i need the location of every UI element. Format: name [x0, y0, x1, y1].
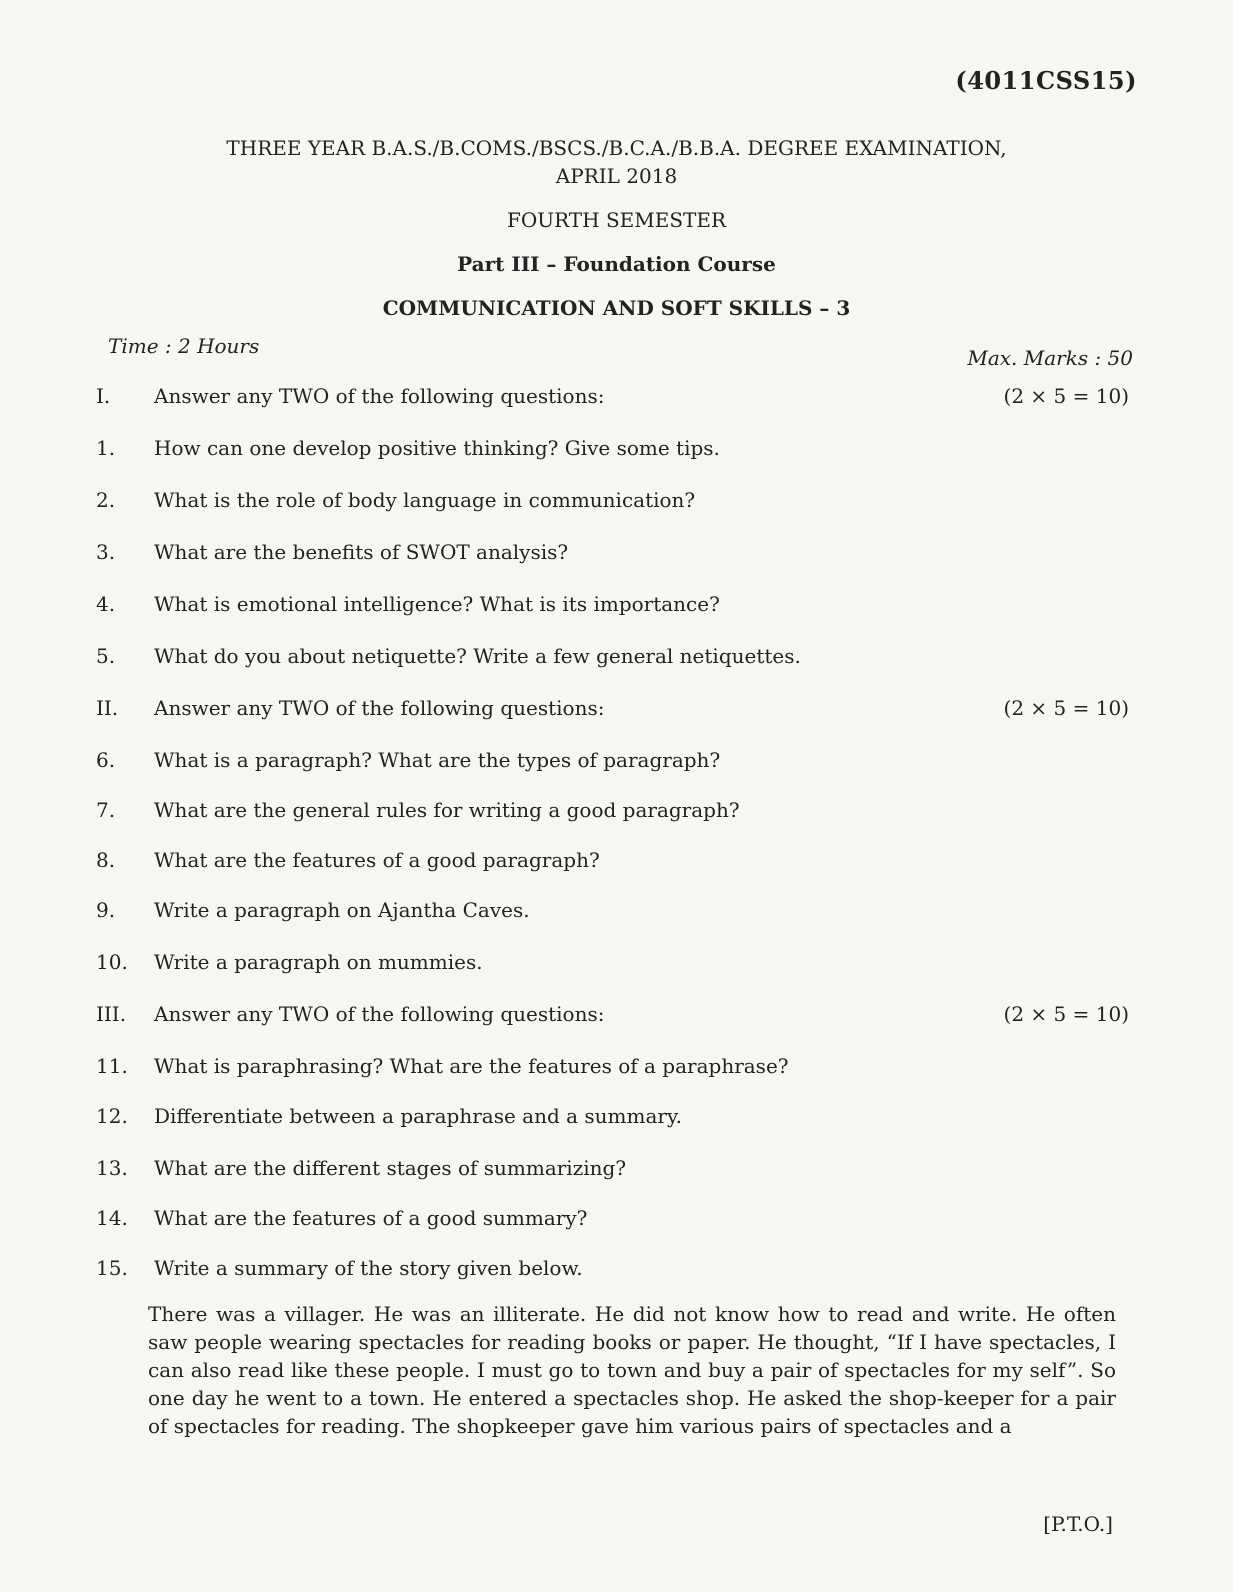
question-number: 13.	[96, 1156, 128, 1180]
max-marks: Max. Marks : 50	[967, 346, 1133, 370]
question-row	[96, 540, 1129, 570]
question-row	[96, 1104, 1129, 1134]
question-row	[96, 1156, 1129, 1186]
question-row	[96, 1206, 1129, 1236]
question-number: 8.	[96, 848, 116, 872]
question-text: What are the general rules for writing a good paragraph?	[154, 798, 740, 822]
question-text: Differentiate between a paraphrase and a summary.	[154, 1104, 682, 1128]
question-text: What are the different stages of summarizing?	[154, 1156, 627, 1180]
exam-date: APRIL 2018	[555, 164, 678, 188]
section-numeral: III.	[96, 1002, 127, 1026]
question-number: 3.	[96, 540, 116, 564]
section-instruction: Answer any TWO of the following questions:	[154, 1002, 605, 1026]
question-row	[96, 1256, 1129, 1286]
question-number: 4.	[96, 592, 116, 616]
section-instruction: Answer any TWO of the following questions:	[154, 696, 605, 720]
section-numeral: II.	[96, 696, 119, 720]
question-text: What is emotional intelligence? What is its importance?	[154, 592, 720, 616]
question-row	[96, 488, 1129, 518]
section-heading	[96, 384, 1129, 414]
part-heading: Part III – Foundation Course	[457, 252, 776, 276]
question-text: What are the features of a good paragraph?	[154, 848, 600, 872]
question-row	[96, 1054, 1129, 1084]
section-marks: (2 × 5 = 10)	[1003, 696, 1129, 720]
exam-title: THREE YEAR B.A.S./B.COMS./BSCS./B.C.A./B.B.A. DEGREE EXAMINATION,	[226, 136, 1007, 160]
section-heading	[96, 696, 1129, 726]
question-text: Write a paragraph on mummies.	[154, 950, 483, 974]
question-row	[96, 644, 1129, 674]
question-text: What is paraphrasing? What are the features of a paraphrase?	[154, 1054, 789, 1078]
exam-time: Time : 2 Hours	[108, 334, 260, 358]
paper-code: (4011CSS15)	[955, 66, 1137, 95]
section-heading	[96, 1002, 1129, 1032]
question-number: 7.	[96, 798, 116, 822]
question-row	[96, 898, 1129, 928]
question-row	[96, 748, 1129, 778]
semester: FOURTH SEMESTER	[506, 208, 727, 232]
story-passage: There was a villager. He was an illiterate. He did not know how to read and write. He often saw people wearing spectacles for reading books or paper. He thought, “If I have spectacles, I can also read like these people. I must go to town and buy a pair of spectacles for my self”. So one day he went to a town. He entered a spectacles shop. He asked the shop-keeper for a pair of spectacles for reading. The shopkeeper gave him various pairs of spectacles and a	[148, 1302, 1116, 1438]
question-number: 5.	[96, 644, 116, 668]
question-row	[96, 798, 1129, 828]
question-text: Write a summary of the story given below.	[154, 1256, 583, 1280]
section-marks: (2 × 5 = 10)	[1003, 384, 1129, 408]
question-text: What are the features of a good summary?	[154, 1206, 588, 1230]
question-text: What are the benefits of SWOT analysis?	[154, 540, 569, 564]
question-row	[96, 848, 1129, 878]
question-number: 11.	[96, 1054, 128, 1078]
question-row	[96, 436, 1129, 466]
question-row	[96, 950, 1129, 980]
question-text: What is the role of body language in communication?	[154, 488, 696, 512]
section-numeral: I.	[96, 384, 111, 408]
question-number: 1.	[96, 436, 116, 460]
question-text: How can one develop positive thinking? Give some tips.	[154, 436, 720, 460]
section-marks: (2 × 5 = 10)	[1003, 1002, 1129, 1026]
section-instruction: Answer any TWO of the following questions:	[154, 384, 605, 408]
question-text: Write a paragraph on Ajantha Caves.	[154, 898, 530, 922]
question-number: 6.	[96, 748, 116, 772]
course-title: COMMUNICATION AND SOFT SKILLS – 3	[382, 296, 851, 320]
question-number: 15.	[96, 1256, 128, 1280]
question-row	[96, 592, 1129, 622]
question-number: 10.	[96, 950, 128, 974]
pto-note: [P.T.O.]	[1043, 1512, 1113, 1536]
question-number: 14.	[96, 1206, 128, 1230]
question-number: 9.	[96, 898, 116, 922]
question-number: 2.	[96, 488, 116, 512]
question-number: 12.	[96, 1104, 128, 1128]
question-text: What do you about netiquette? Write a few general netiquettes.	[154, 644, 801, 668]
question-text: What is a paragraph? What are the types of paragraph?	[154, 748, 721, 772]
